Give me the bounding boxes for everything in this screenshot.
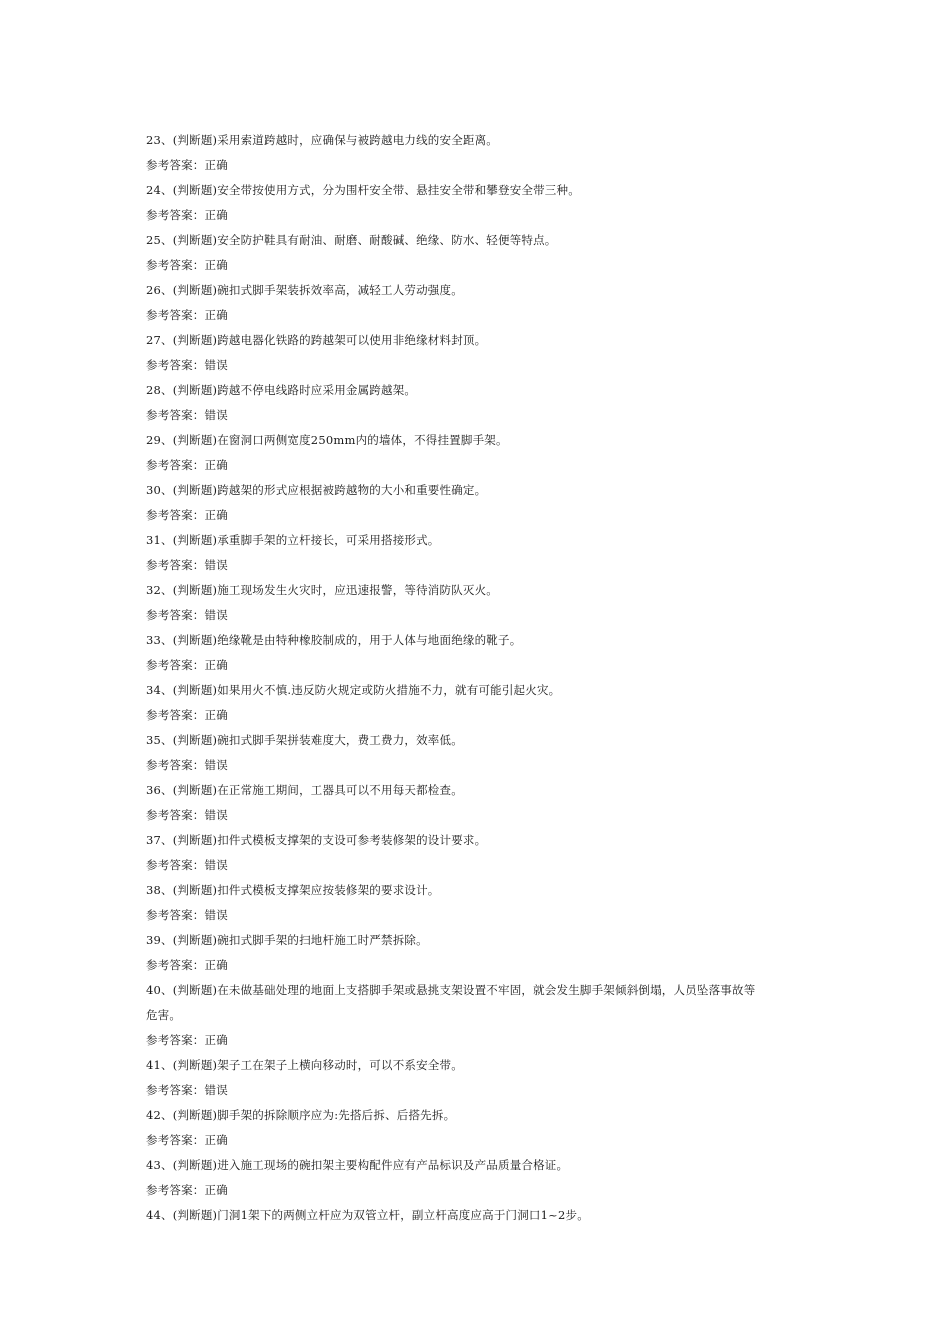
answer-37: 参考答案：错误 bbox=[146, 858, 228, 872]
answer-24: 参考答案：正确 bbox=[146, 208, 228, 222]
question-32: 32、(判断题)施工现场发生火灾时，应迅速报警，等待消防队灭火。 bbox=[146, 583, 499, 597]
question-25: 25、(判断题)安全防护鞋具有耐油、耐磨、耐酸碱、绝缘、防水、轻便等特点。 bbox=[146, 233, 557, 247]
answer-34: 参考答案：正确 bbox=[146, 708, 228, 722]
answer-41: 参考答案：错误 bbox=[146, 1083, 228, 1097]
question-23: 23、(判断题)采用索道跨越时，应确保与被跨越电力线的安全距离。 bbox=[146, 133, 499, 147]
question-30: 30、(判断题)跨越架的形式应根据被跨越物的大小和重要性确定。 bbox=[146, 483, 487, 497]
answer-42: 参考答案：正确 bbox=[146, 1133, 228, 1147]
question-43: 43、(判断题)进入施工现场的碗扣架主要构配件应有产品标识及产品质量合格证。 bbox=[146, 1158, 569, 1172]
question-27: 27、(判断题)跨越电器化铁路的跨越架可以使用非绝缘材料封顶。 bbox=[146, 333, 487, 347]
question-38: 38、(判断题)扣件式模板支撑架应按装修架的要求设计。 bbox=[146, 883, 440, 897]
answer-36: 参考答案：错误 bbox=[146, 808, 228, 822]
question-28: 28、(判断题)跨越不停电线路时应采用金属跨越架。 bbox=[146, 383, 417, 397]
question-42: 42、(判断题)脚手架的拆除顺序应为:先搭后拆、后搭先拆。 bbox=[146, 1108, 456, 1122]
question-39: 39、(判断题)碗扣式脚手架的扫地杆施工时严禁拆除。 bbox=[146, 933, 428, 947]
answer-38: 参考答案：错误 bbox=[146, 908, 228, 922]
answer-25: 参考答案：正确 bbox=[146, 258, 228, 272]
answer-30: 参考答案：正确 bbox=[146, 508, 228, 522]
question-40: 40、(判断题)在未做基础处理的地面上支搭脚手架或悬挑支架设置不牢固，就会发生脚手架倾斜倒塌，人员坠落事故等 bbox=[146, 983, 756, 997]
question-37: 37、(判断题)扣件式模板支撑架的支设可参考装修架的设计要求。 bbox=[146, 833, 487, 847]
question-40-continued: 危害。 bbox=[146, 1008, 182, 1022]
answer-31: 参考答案：错误 bbox=[146, 558, 228, 572]
question-41: 41、(判断题)架子工在架子上横向移动时，可以不系安全带。 bbox=[146, 1058, 463, 1072]
answer-39: 参考答案：正确 bbox=[146, 958, 228, 972]
document-page bbox=[146, 128, 816, 1228]
answer-43: 参考答案：正确 bbox=[146, 1183, 228, 1197]
answer-23: 参考答案：正确 bbox=[146, 158, 228, 172]
answer-26: 参考答案：正确 bbox=[146, 308, 228, 322]
question-36: 36、(判断题)在正常施工期间，工器具可以不用每天都检查。 bbox=[146, 783, 463, 797]
answer-33: 参考答案：正确 bbox=[146, 658, 228, 672]
answer-40: 参考答案：正确 bbox=[146, 1033, 228, 1047]
question-29: 29、(判断题)在窗洞口两侧宽度250mm内的墙体，不得挂置脚手架。 bbox=[146, 433, 508, 447]
question-33: 33、(判断题)绝缘靴是由特种橡胶制成的，用于人体与地面绝缘的靴子。 bbox=[146, 633, 522, 647]
question-31: 31、(判断题)承重脚手架的立杆接长，可采用搭接形式。 bbox=[146, 533, 440, 547]
question-35: 35、(判断题)碗扣式脚手架拼装难度大，费工费力，效率低。 bbox=[146, 733, 463, 747]
answer-28: 参考答案：错误 bbox=[146, 408, 228, 422]
answer-35: 参考答案：错误 bbox=[146, 758, 228, 772]
question-26: 26、(判断题)碗扣式脚手架装拆效率高，减轻工人劳动强度。 bbox=[146, 283, 463, 297]
answer-27: 参考答案：错误 bbox=[146, 358, 228, 372]
question-34: 34、(判断题)如果用火不慎.违反防火规定或防火措施不力，就有可能引起火灾。 bbox=[146, 683, 561, 697]
question-44: 44、(判断题)门洞1架下的两侧立杆应为双管立杆，副立杆高度应高于门洞口1~2步。 bbox=[146, 1208, 589, 1222]
answer-32: 参考答案：错误 bbox=[146, 608, 228, 622]
answer-29: 参考答案：正确 bbox=[146, 458, 228, 472]
question-24: 24、(判断题)安全带按使用方式，分为围杆安全带、悬挂安全带和攀登安全带三种。 bbox=[146, 183, 580, 197]
